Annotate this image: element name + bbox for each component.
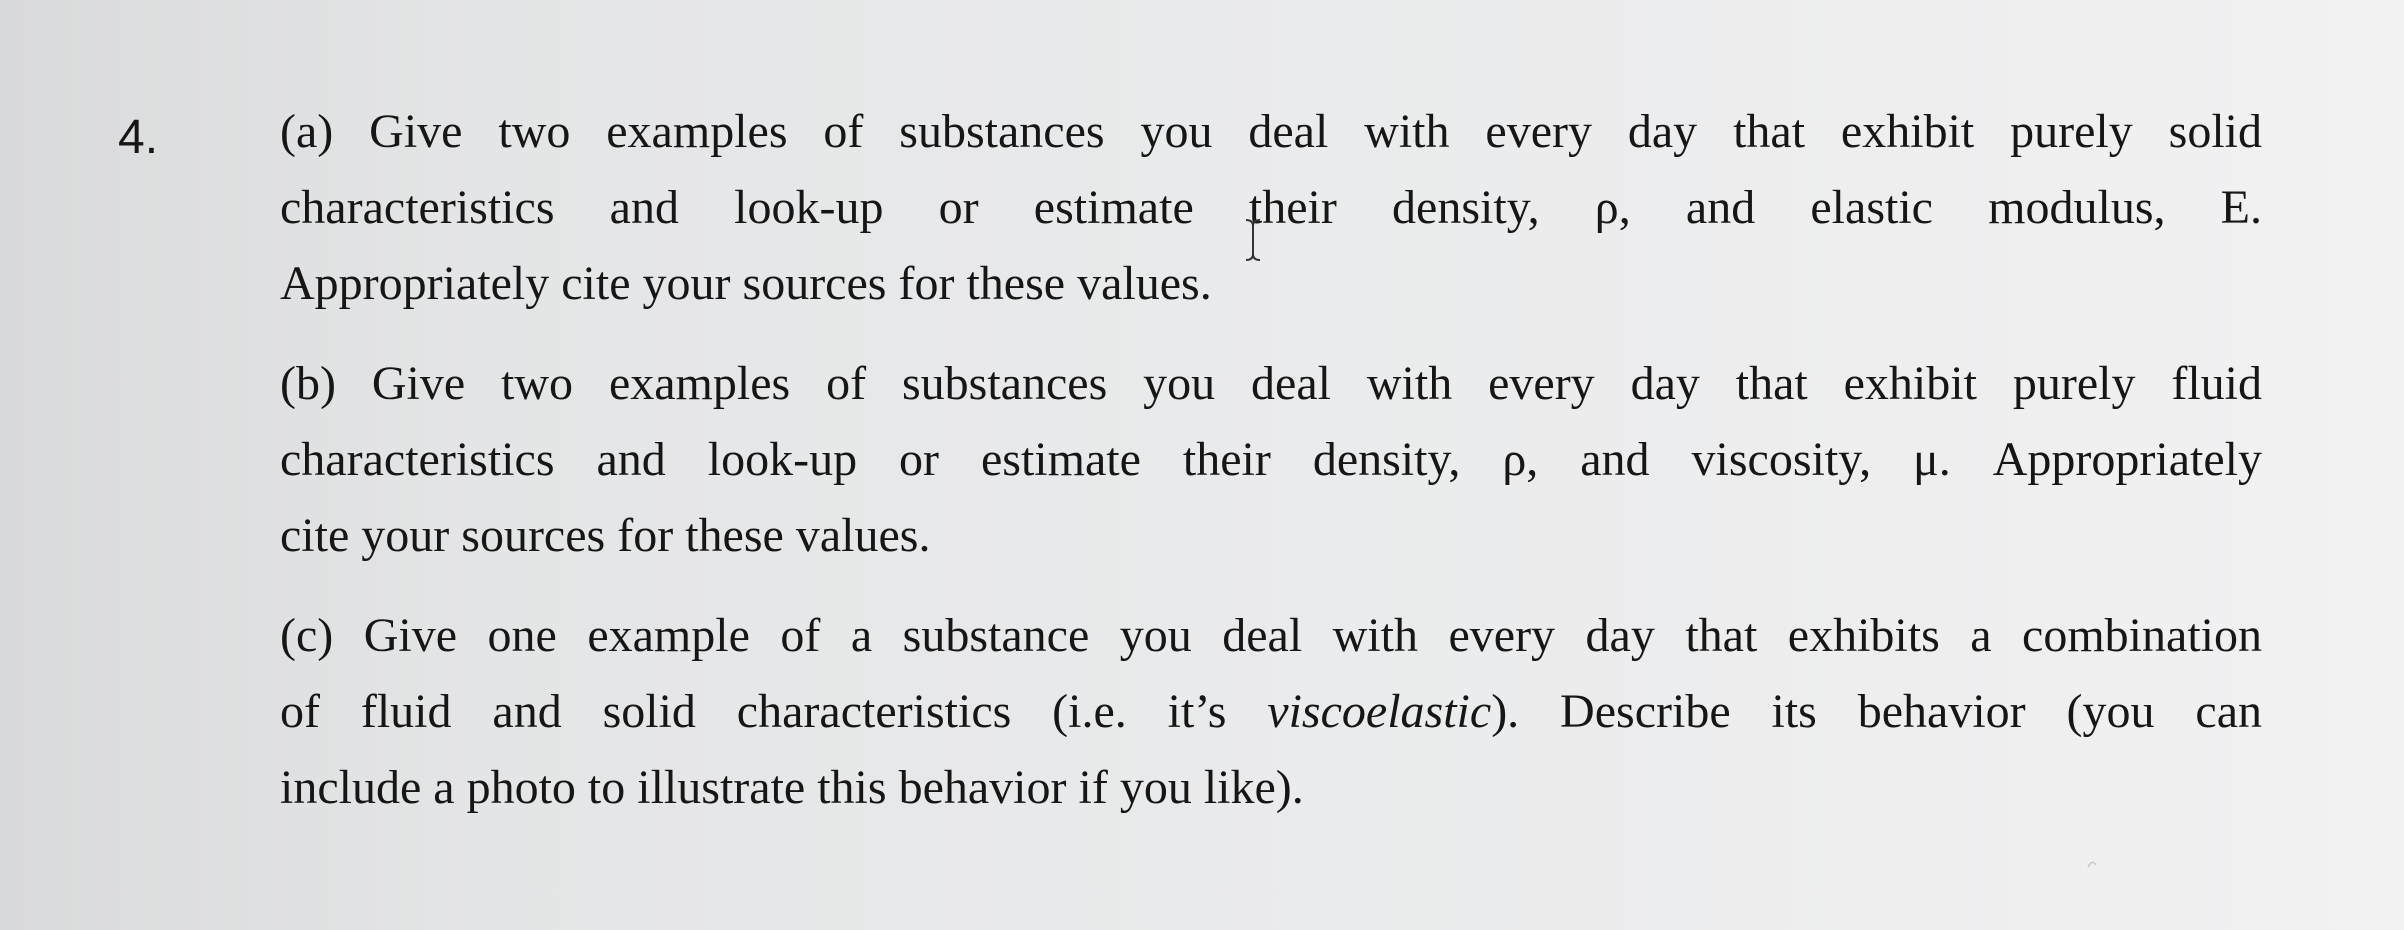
part-c-line-2-tail: ). Describe its behavior (you can	[1491, 685, 2263, 738]
question-part-a	[280, 94, 2262, 322]
part-c-line-3: include a photo to illustrate this behavior if you like).	[280, 761, 1304, 814]
text-cursor-icon	[1244, 218, 1262, 262]
dust-speck-icon	[2085, 857, 2099, 871]
part-c-line-2	[280, 674, 2262, 750]
part-c-line-2-text: of fluid and solid characteristics (i.e. it’s	[280, 685, 1268, 738]
part-b-line-1: (b) Give two examples of substances you deal with every day that exhibit purely fluid	[280, 357, 2262, 410]
question-number: 4.	[118, 111, 159, 164]
question-part-b	[280, 346, 2262, 574]
question-part-c	[280, 598, 2262, 826]
part-c-line-1: (c) Give one example of a substance you deal with every day that exhibits a combination	[280, 609, 2262, 662]
part-a-line-3: Appropriately cite your sources for these values.	[280, 257, 1212, 310]
part-a-line-1: (a) Give two examples of substances you deal with every day that exhibit purely solid	[280, 105, 2262, 158]
viscoelastic-term: viscoelastic	[1267, 685, 1492, 738]
part-b-line-2: characteristics and look-up or estimate their density, ρ, and viscosity, μ. Appropriately	[280, 433, 2262, 486]
part-b-line-3: cite your sources for these values.	[280, 509, 931, 562]
part-a-line-2: characteristics and look-up or estimate their density, ρ, and elastic modulus, E.	[280, 181, 2262, 234]
